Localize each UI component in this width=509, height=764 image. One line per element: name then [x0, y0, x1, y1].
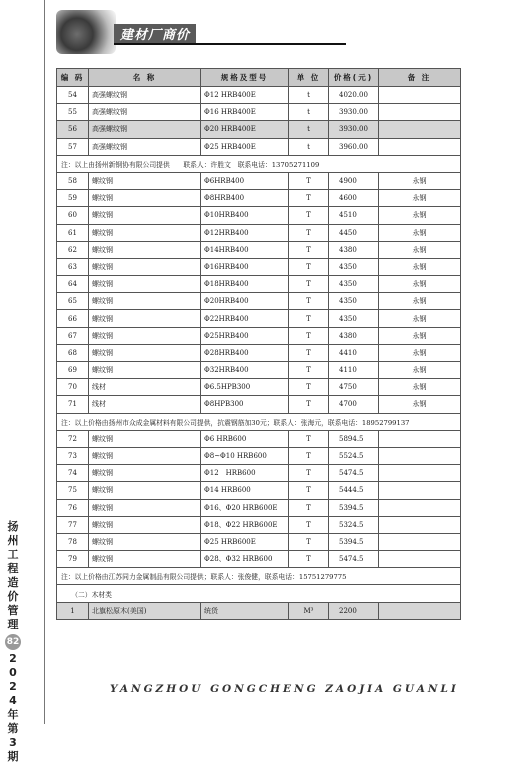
cell-spec: Φ12 HRB400E: [201, 87, 289, 104]
cell-name: 螺纹钢: [89, 293, 201, 310]
cell-unit: T: [289, 327, 329, 344]
cell-price: 2200: [329, 602, 379, 619]
cell-note: [379, 499, 461, 516]
cell-price: 5444.5: [329, 482, 379, 499]
table-row: [57, 327, 461, 344]
cell-code: 57: [57, 138, 89, 155]
cell-code: 60: [57, 207, 89, 224]
table-row: [57, 241, 461, 258]
cell-name: 高强螺纹钢: [89, 87, 201, 104]
cell-name: 螺纹钢: [89, 190, 201, 207]
cell-note: 永钢: [379, 258, 461, 275]
table-row: [57, 551, 461, 568]
cell-code: 63: [57, 258, 89, 275]
cell-note: 永钢: [379, 362, 461, 379]
cell-unit: T: [289, 172, 329, 189]
cell-unit: T: [289, 516, 329, 533]
cell-note: 永钢: [379, 310, 461, 327]
cell-name: 线材: [89, 379, 201, 396]
cell-price: 5394.5: [329, 533, 379, 550]
cell-spec: Φ28HRB400: [201, 344, 289, 361]
cell-spec: Φ8HPB300: [201, 396, 289, 413]
cell-code: 76: [57, 499, 89, 516]
cell-name: 北旗松原木(美国): [89, 602, 201, 619]
cell-price: 4380: [329, 327, 379, 344]
header-hand-pen-graphic: [56, 10, 116, 54]
cell-code: 64: [57, 276, 89, 293]
cell-note: [379, 516, 461, 533]
cell-spec: Φ16HRB400: [201, 258, 289, 275]
cell-unit: T: [289, 499, 329, 516]
page-number-badge: 82: [5, 634, 21, 650]
cell-note: 永钢: [379, 396, 461, 413]
cell-spec: Φ8HRB400: [201, 190, 289, 207]
cell-spec: Φ25HRB400: [201, 327, 289, 344]
cell-price: 4410: [329, 344, 379, 361]
cell-unit: T: [289, 258, 329, 275]
cell-code: 79: [57, 551, 89, 568]
table-note-row: [57, 585, 461, 602]
cell-code: 68: [57, 344, 89, 361]
left-margin-rule: [44, 0, 45, 724]
cell-price: 5324.5: [329, 516, 379, 533]
cell-price: 4110: [329, 362, 379, 379]
supplier-note: （二）木材类: [57, 585, 461, 602]
cell-name: 螺纹钢: [89, 362, 201, 379]
cell-unit: t: [289, 87, 329, 104]
cell-note: 永钢: [379, 241, 461, 258]
supplier-note: 注：以上由扬州新钢协有限公司提供 联系人：许胜文 联系电话：13705271109: [57, 155, 461, 172]
cell-spec: Φ12 HRB600: [201, 465, 289, 482]
cell-spec: Φ16 HRB400E: [201, 104, 289, 121]
table-row: [57, 87, 461, 104]
table-note-row: [57, 413, 461, 430]
cell-name: 螺纹钢: [89, 344, 201, 361]
table-row: [57, 602, 461, 619]
cell-price: 4380: [329, 241, 379, 258]
cell-unit: T: [289, 465, 329, 482]
cell-note: [379, 551, 461, 568]
cell-spec: Φ28、Φ32 HRB600: [201, 551, 289, 568]
cell-name: 螺纹钢: [89, 207, 201, 224]
cell-name: 螺纹钢: [89, 172, 201, 189]
table-row: [57, 533, 461, 550]
cell-spec: 统货: [201, 602, 289, 619]
cell-note: 永钢: [379, 379, 461, 396]
cell-code: 65: [57, 293, 89, 310]
cell-spec: Φ25 HRB600E: [201, 533, 289, 550]
cell-spec: Φ6HRB400: [201, 172, 289, 189]
cell-spec: Φ18HRB400: [201, 276, 289, 293]
cell-name: 螺纹钢: [89, 310, 201, 327]
cell-name: 螺纹钢: [89, 482, 201, 499]
cell-price: 4350: [329, 276, 379, 293]
cell-spec: Φ6.5HPB300: [201, 379, 289, 396]
cell-price: 5394.5: [329, 499, 379, 516]
cell-unit: T: [289, 293, 329, 310]
cell-note: [379, 121, 461, 138]
cell-name: 螺纹钢: [89, 447, 201, 464]
col-header-spec: 规格及型号: [201, 69, 289, 87]
cell-price: 4350: [329, 293, 379, 310]
journal-spine: [4, 520, 22, 764]
table-row: [57, 516, 461, 533]
cell-unit: t: [289, 121, 329, 138]
cell-unit: t: [289, 138, 329, 155]
spine-char: 工: [7, 548, 19, 561]
page-header: [56, 10, 296, 54]
table-row: [57, 482, 461, 499]
cell-unit: T: [289, 447, 329, 464]
cell-price: 4450: [329, 224, 379, 241]
cell-note: 永钢: [379, 224, 461, 241]
spine-issue-char: 期: [7, 750, 19, 763]
cell-unit: T: [289, 482, 329, 499]
cell-price: 4750: [329, 379, 379, 396]
col-header-unit: 单 位: [289, 69, 329, 87]
cell-note: [379, 533, 461, 550]
cell-code: 1: [57, 602, 89, 619]
cell-note: [379, 465, 461, 482]
cell-code: 61: [57, 224, 89, 241]
header-rule: [114, 43, 346, 45]
cell-price: 3930.00: [329, 104, 379, 121]
cell-spec: Φ20 HRB400E: [201, 121, 289, 138]
spine-char: 造: [7, 576, 19, 589]
cell-code: 74: [57, 465, 89, 482]
supplier-note: 注：以上价格由扬州市众成金属材料有限公司提供，抗震钢筋加30元；联系人：张海元，联系电话：18952799137: [57, 413, 461, 430]
cell-unit: T: [289, 207, 329, 224]
table-row: [57, 207, 461, 224]
cell-note: [379, 87, 461, 104]
cell-code: 55: [57, 104, 89, 121]
cell-unit: M³: [289, 602, 329, 619]
table-row: [57, 104, 461, 121]
spine-issue-char: 3: [9, 736, 17, 749]
cell-unit: T: [289, 362, 329, 379]
cell-unit: T: [289, 430, 329, 447]
cell-spec: Φ16、Φ20 HRB600E: [201, 499, 289, 516]
cell-unit: t: [289, 104, 329, 121]
table-row: [57, 276, 461, 293]
cell-note: 永钢: [379, 327, 461, 344]
cell-price: 5524.5: [329, 447, 379, 464]
cell-price: 4900: [329, 172, 379, 189]
cell-note: 永钢: [379, 172, 461, 189]
cell-code: 58: [57, 172, 89, 189]
spine-char: 理: [7, 618, 19, 631]
cell-spec: Φ10HRB400: [201, 207, 289, 224]
col-header-code: 编 码: [57, 69, 89, 87]
cell-note: 永钢: [379, 190, 461, 207]
spine-char: 管: [7, 604, 19, 617]
cell-spec: Φ14 HRB600: [201, 482, 289, 499]
cell-note: [379, 602, 461, 619]
table-row: [57, 258, 461, 275]
table-row: [57, 224, 461, 241]
table-row: [57, 396, 461, 413]
table-row: [57, 430, 461, 447]
section-title: 建材厂商价: [114, 24, 196, 43]
table-note-row: [57, 568, 461, 585]
table-row: [57, 344, 461, 361]
table-row: [57, 172, 461, 189]
table-row: [57, 293, 461, 310]
cell-unit: T: [289, 551, 329, 568]
table-row: [57, 310, 461, 327]
col-header-note: 备 注: [379, 69, 461, 87]
cell-unit: T: [289, 224, 329, 241]
table-row: [57, 190, 461, 207]
cell-code: 78: [57, 533, 89, 550]
cell-price: 4700: [329, 396, 379, 413]
cell-unit: T: [289, 344, 329, 361]
cell-name: 高强螺纹钢: [89, 104, 201, 121]
spine-issue-char: 2: [9, 680, 17, 693]
cell-note: [379, 430, 461, 447]
cell-code: 71: [57, 396, 89, 413]
cell-code: 75: [57, 482, 89, 499]
cell-price: 4600: [329, 190, 379, 207]
cell-name: 螺纹钢: [89, 241, 201, 258]
footer-journal-name: YANGZHOU GONGCHENG ZAOJIA GUANLI: [110, 683, 459, 695]
cell-spec: Φ18、Φ22 HRB600E: [201, 516, 289, 533]
cell-spec: Φ32HRB400: [201, 362, 289, 379]
cell-unit: T: [289, 276, 329, 293]
table-note-row: [57, 155, 461, 172]
cell-spec: Φ14HRB400: [201, 241, 289, 258]
cell-name: 螺纹钢: [89, 465, 201, 482]
cell-price: 3930.00: [329, 121, 379, 138]
cell-price: 4350: [329, 310, 379, 327]
table-row: [57, 447, 461, 464]
cell-unit: T: [289, 533, 329, 550]
cell-code: 66: [57, 310, 89, 327]
table-row: [57, 138, 461, 155]
cell-unit: T: [289, 310, 329, 327]
cell-spec: Φ22HRB400: [201, 310, 289, 327]
cell-name: 螺纹钢: [89, 430, 201, 447]
cell-price: 5474.5: [329, 551, 379, 568]
cell-name: 螺纹钢: [89, 258, 201, 275]
cell-note: 永钢: [379, 207, 461, 224]
spine-char: 价: [7, 590, 19, 603]
table-header-row: [57, 69, 461, 87]
spine-issue-char: 年: [7, 708, 19, 721]
table-row: [57, 362, 461, 379]
cell-note: [379, 447, 461, 464]
cell-note: [379, 104, 461, 121]
spine-char: 州: [7, 534, 19, 547]
cell-price: 3960.00: [329, 138, 379, 155]
cell-name: 螺纹钢: [89, 516, 201, 533]
col-header-name: 名 称: [89, 69, 201, 87]
cell-code: 62: [57, 241, 89, 258]
cell-spec: Φ12HRB400: [201, 224, 289, 241]
table-row: [57, 465, 461, 482]
cell-name: 螺纹钢: [89, 533, 201, 550]
cell-name: 线材: [89, 396, 201, 413]
cell-spec: Φ6 HRB600: [201, 430, 289, 447]
cell-code: 70: [57, 379, 89, 396]
cell-spec: Φ8~Φ10 HRB600: [201, 447, 289, 464]
cell-note: [379, 138, 461, 155]
cell-note: 永钢: [379, 344, 461, 361]
cell-name: 螺纹钢: [89, 327, 201, 344]
cell-unit: T: [289, 379, 329, 396]
cell-price: 5474.5: [329, 465, 379, 482]
cell-name: 高强螺纹钢: [89, 121, 201, 138]
cell-code: 59: [57, 190, 89, 207]
table-row: [57, 499, 461, 516]
spine-issue-char: 2: [9, 652, 17, 665]
cell-code: 54: [57, 87, 89, 104]
cell-price: 4510: [329, 207, 379, 224]
supplier-note: 注：以上价格由江苏同力金属制品有限公司提供；联系人：张俊健，联系电话：15751279775: [57, 568, 461, 585]
cell-name: 高强螺纹钢: [89, 138, 201, 155]
cell-note: [379, 482, 461, 499]
cell-unit: T: [289, 241, 329, 258]
cell-price: 4020.00: [329, 87, 379, 104]
cell-code: 77: [57, 516, 89, 533]
cell-code: 72: [57, 430, 89, 447]
cell-code: 73: [57, 447, 89, 464]
cell-note: 永钢: [379, 293, 461, 310]
cell-price: 4350: [329, 258, 379, 275]
cell-unit: T: [289, 190, 329, 207]
cell-name: 螺纹钢: [89, 551, 201, 568]
cell-code: 67: [57, 327, 89, 344]
spine-char: 程: [7, 562, 19, 575]
spine-issue-char: 4: [9, 694, 17, 707]
spine-issue-char: 0: [9, 666, 17, 679]
table-row: [57, 379, 461, 396]
cell-spec: Φ25 HRB400E: [201, 138, 289, 155]
cell-note: 永钢: [379, 276, 461, 293]
cell-code: 56: [57, 121, 89, 138]
cell-price: 5894.5: [329, 430, 379, 447]
cell-unit: T: [289, 396, 329, 413]
spine-issue-char: 第: [7, 722, 19, 735]
cell-name: 螺纹钢: [89, 499, 201, 516]
cell-name: 螺纹钢: [89, 224, 201, 241]
cell-spec: Φ20HRB400: [201, 293, 289, 310]
spine-char: 扬: [7, 520, 19, 533]
table-row: [57, 121, 461, 138]
col-header-price: 价格(元): [329, 69, 379, 87]
price-table: [56, 68, 461, 620]
cell-name: 螺纹钢: [89, 276, 201, 293]
cell-code: 69: [57, 362, 89, 379]
